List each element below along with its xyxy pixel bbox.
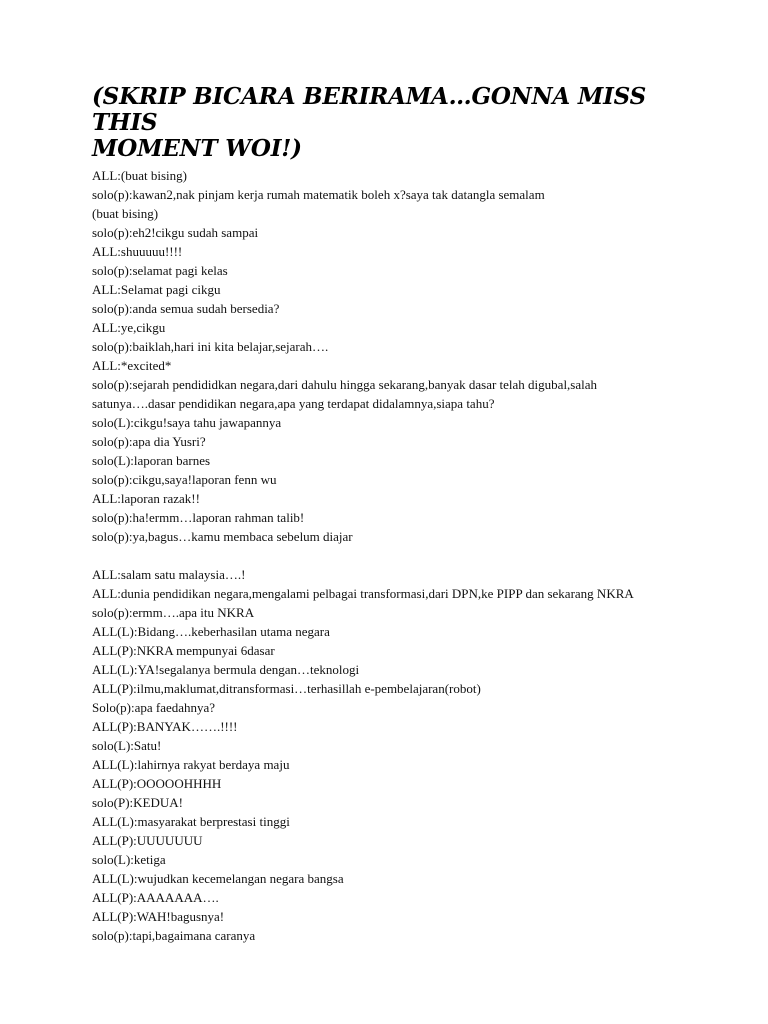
document-page (92, 84, 692, 945)
script-line: solo(p):ya,bagus…kamu membaca sebelum diajar (92, 529, 353, 544)
script-line: ALL:dunia pendidikan negara,mengalami pelbagai transformasi,dari DPN,ke PIPP dan sekarang NKRA (92, 586, 634, 601)
title-line-1: (SKRIP BICARA BERIRAMA…GONNA MISS THIS (92, 83, 646, 136)
script-line: solo(p):ermm….apa itu NKRA (92, 605, 255, 620)
script-line: solo(L):laporan barnes (92, 453, 211, 468)
script-line: ALL(L):wujudkan kecemelangan negara bangsa (92, 871, 344, 886)
script-line: solo(p):apa dia Yusri? (92, 434, 206, 449)
script-line: solo(p):cikgu,saya!laporan fenn wu (92, 472, 277, 487)
script-line: solo(L):cikgu!saya tahu jawapannya (92, 415, 282, 430)
script-line: solo(p):sejarah pendididkan negara,dari dahulu hingga sekarang,banyak dasar telah digubal,salah (92, 377, 598, 392)
script-line: solo(L):Satu! (92, 738, 162, 753)
script-line: (buat bising) (92, 206, 159, 221)
script-line: ALL:Selamat pagi cikgu (92, 282, 221, 297)
script-line: solo(p):anda semua sudah bersedia? (92, 301, 280, 316)
script-line: Solo(p):apa faedahnya? (92, 700, 216, 715)
script-line: ALL:ye,cikgu (92, 320, 166, 335)
script-line: ALL(L):Bidang….keberhasilan utama negara (92, 624, 330, 639)
script-line: solo(P):KEDUA! (92, 795, 183, 810)
script-line: ALL:(buat bising) (92, 168, 187, 183)
script-line: ALL(P):ilmu,maklumat,ditransformasi…terhasillah e-pembelajaran(robot) (92, 681, 481, 696)
script-line: ALL(P):WAH!bagusnya! (92, 909, 225, 924)
script-body (92, 166, 692, 945)
script-line: ALL(L):YA!segalanya bermula dengan…teknologi (92, 662, 360, 677)
script-line: ALL(P):NKRA mempunyai 6dasar (92, 643, 275, 658)
script-line: solo(p):tapi,bagaimana caranya (92, 928, 256, 943)
script-line: solo(p):eh2!cikgu sudah sampai (92, 225, 259, 240)
blank-line (92, 546, 692, 565)
script-line: solo(p):kawan2,nak pinjam kerja rumah matematik boleh x?saya tak datangla semalam (92, 187, 545, 202)
script-line: ALL:salam satu malaysia….! (92, 567, 246, 582)
script-line: solo(p):selamat pagi kelas (92, 263, 228, 278)
script-line: solo(p):ha!ermm…laporan rahman talib! (92, 510, 305, 525)
script-line: solo(L):ketiga (92, 852, 166, 867)
script-line: ALL(P):OOOOOHHHH (92, 776, 222, 791)
script-line: ALL(L):lahirnya rakyat berdaya maju (92, 757, 290, 772)
script-line: ALL:laporan razak!! (92, 491, 200, 506)
script-line: ALL:shuuuuu!!!! (92, 244, 183, 259)
script-line: ALL(P):BANYAK…….!!!! (92, 719, 238, 734)
script-line: ALL(L):masyarakat berprestasi tinggi (92, 814, 290, 829)
script-line: ALL:*excited* (92, 358, 172, 373)
document-title (92, 84, 692, 162)
script-line: ALL(P):UUUUUUU (92, 833, 203, 848)
script-line: solo(p):baiklah,hari ini kita belajar,sejarah…. (92, 339, 329, 354)
title-line-2: MOMENT WOI!) (92, 135, 302, 162)
script-line: ALL(P):AAAAAAA…. (92, 890, 219, 905)
script-line: satunya….dasar pendidikan negara,apa yang terdapat didalamnya,siapa tahu? (92, 396, 495, 411)
